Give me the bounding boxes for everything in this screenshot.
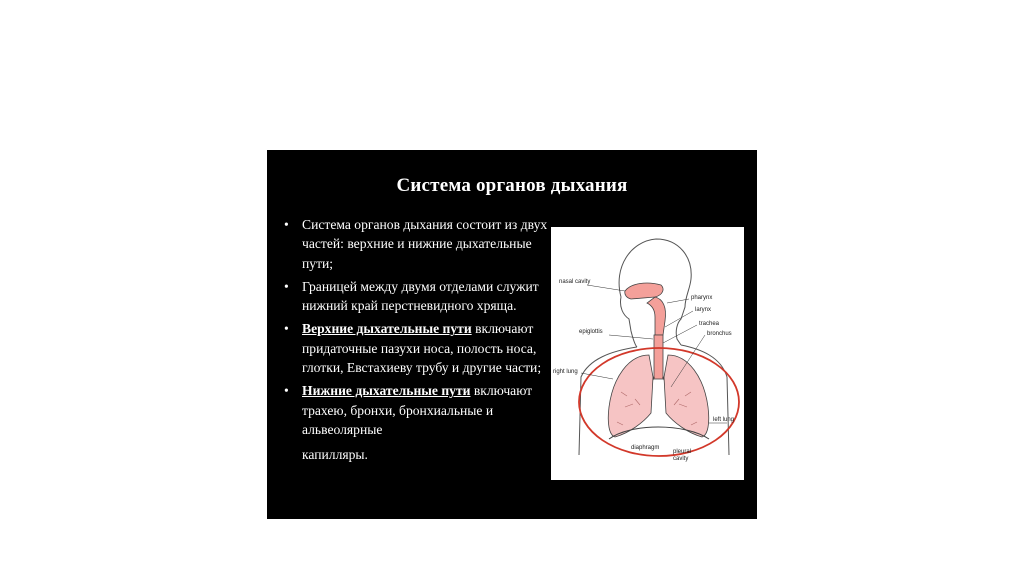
label-bronchus: bronchus — [707, 331, 732, 337]
bullet-text: включают придаточные пазухи носа, полость носа, глотки, Евстахиеву трубу и другие части; — [302, 321, 542, 376]
label-cavity: cavity — [673, 456, 689, 462]
bullet-icon: • — [284, 278, 289, 294]
bullet-text: Система органов дыхания состоит из двух частей: верхние и нижние дыхательные пути; — [302, 217, 548, 271]
bullet-list — [284, 215, 549, 469]
bullet-text: Границей между двумя отделами служит нижний край перстневидного хряща. — [302, 278, 539, 314]
bullet-item — [284, 381, 549, 464]
nasal-cavity-shape — [625, 283, 663, 299]
label-epiglottis: epiglottis — [579, 329, 603, 335]
pharynx-shape — [647, 297, 666, 335]
leader-line — [663, 325, 697, 343]
trachea-shape — [654, 335, 663, 379]
leader-line — [665, 311, 693, 327]
label-larynx: larynx — [695, 307, 712, 313]
bullet-lead: Верхние дыхательные пути — [302, 321, 472, 337]
left-lung-shape — [664, 355, 709, 437]
leader-line — [609, 335, 653, 339]
right-lung-shape — [608, 355, 653, 437]
bullet-icon: • — [284, 217, 289, 232]
respiratory-diagram-svg — [551, 227, 744, 480]
bullet-text: включают трахею, бронхи, бронхиальные и альвеолярные — [302, 383, 533, 437]
label-pleural: pleural — [673, 449, 692, 455]
bullet-icon: • — [284, 321, 289, 337]
bullet-tail: капилляры. — [302, 447, 368, 463]
bullet-item — [284, 215, 549, 273]
bullet-lead: Нижние дыхательные пути — [302, 383, 471, 399]
label-right-lung: right lung — [553, 369, 578, 375]
label-trachea: trachea — [699, 321, 720, 327]
respiratory-diagram — [551, 227, 744, 480]
slide-title: Система органов дыхания — [396, 175, 628, 196]
leader-line — [581, 373, 613, 379]
bullet-item — [284, 319, 549, 377]
label-nasal-cavity: nasal cavity — [559, 279, 591, 285]
bullet-item — [284, 277, 549, 316]
label-diaphragm: diaphragm — [631, 445, 660, 451]
slide — [267, 150, 757, 519]
bullet-icon: • — [284, 383, 289, 399]
face-outline — [620, 297, 637, 347]
label-pharynx: pharynx — [691, 295, 713, 301]
label-left-lung: left lung — [713, 417, 735, 423]
